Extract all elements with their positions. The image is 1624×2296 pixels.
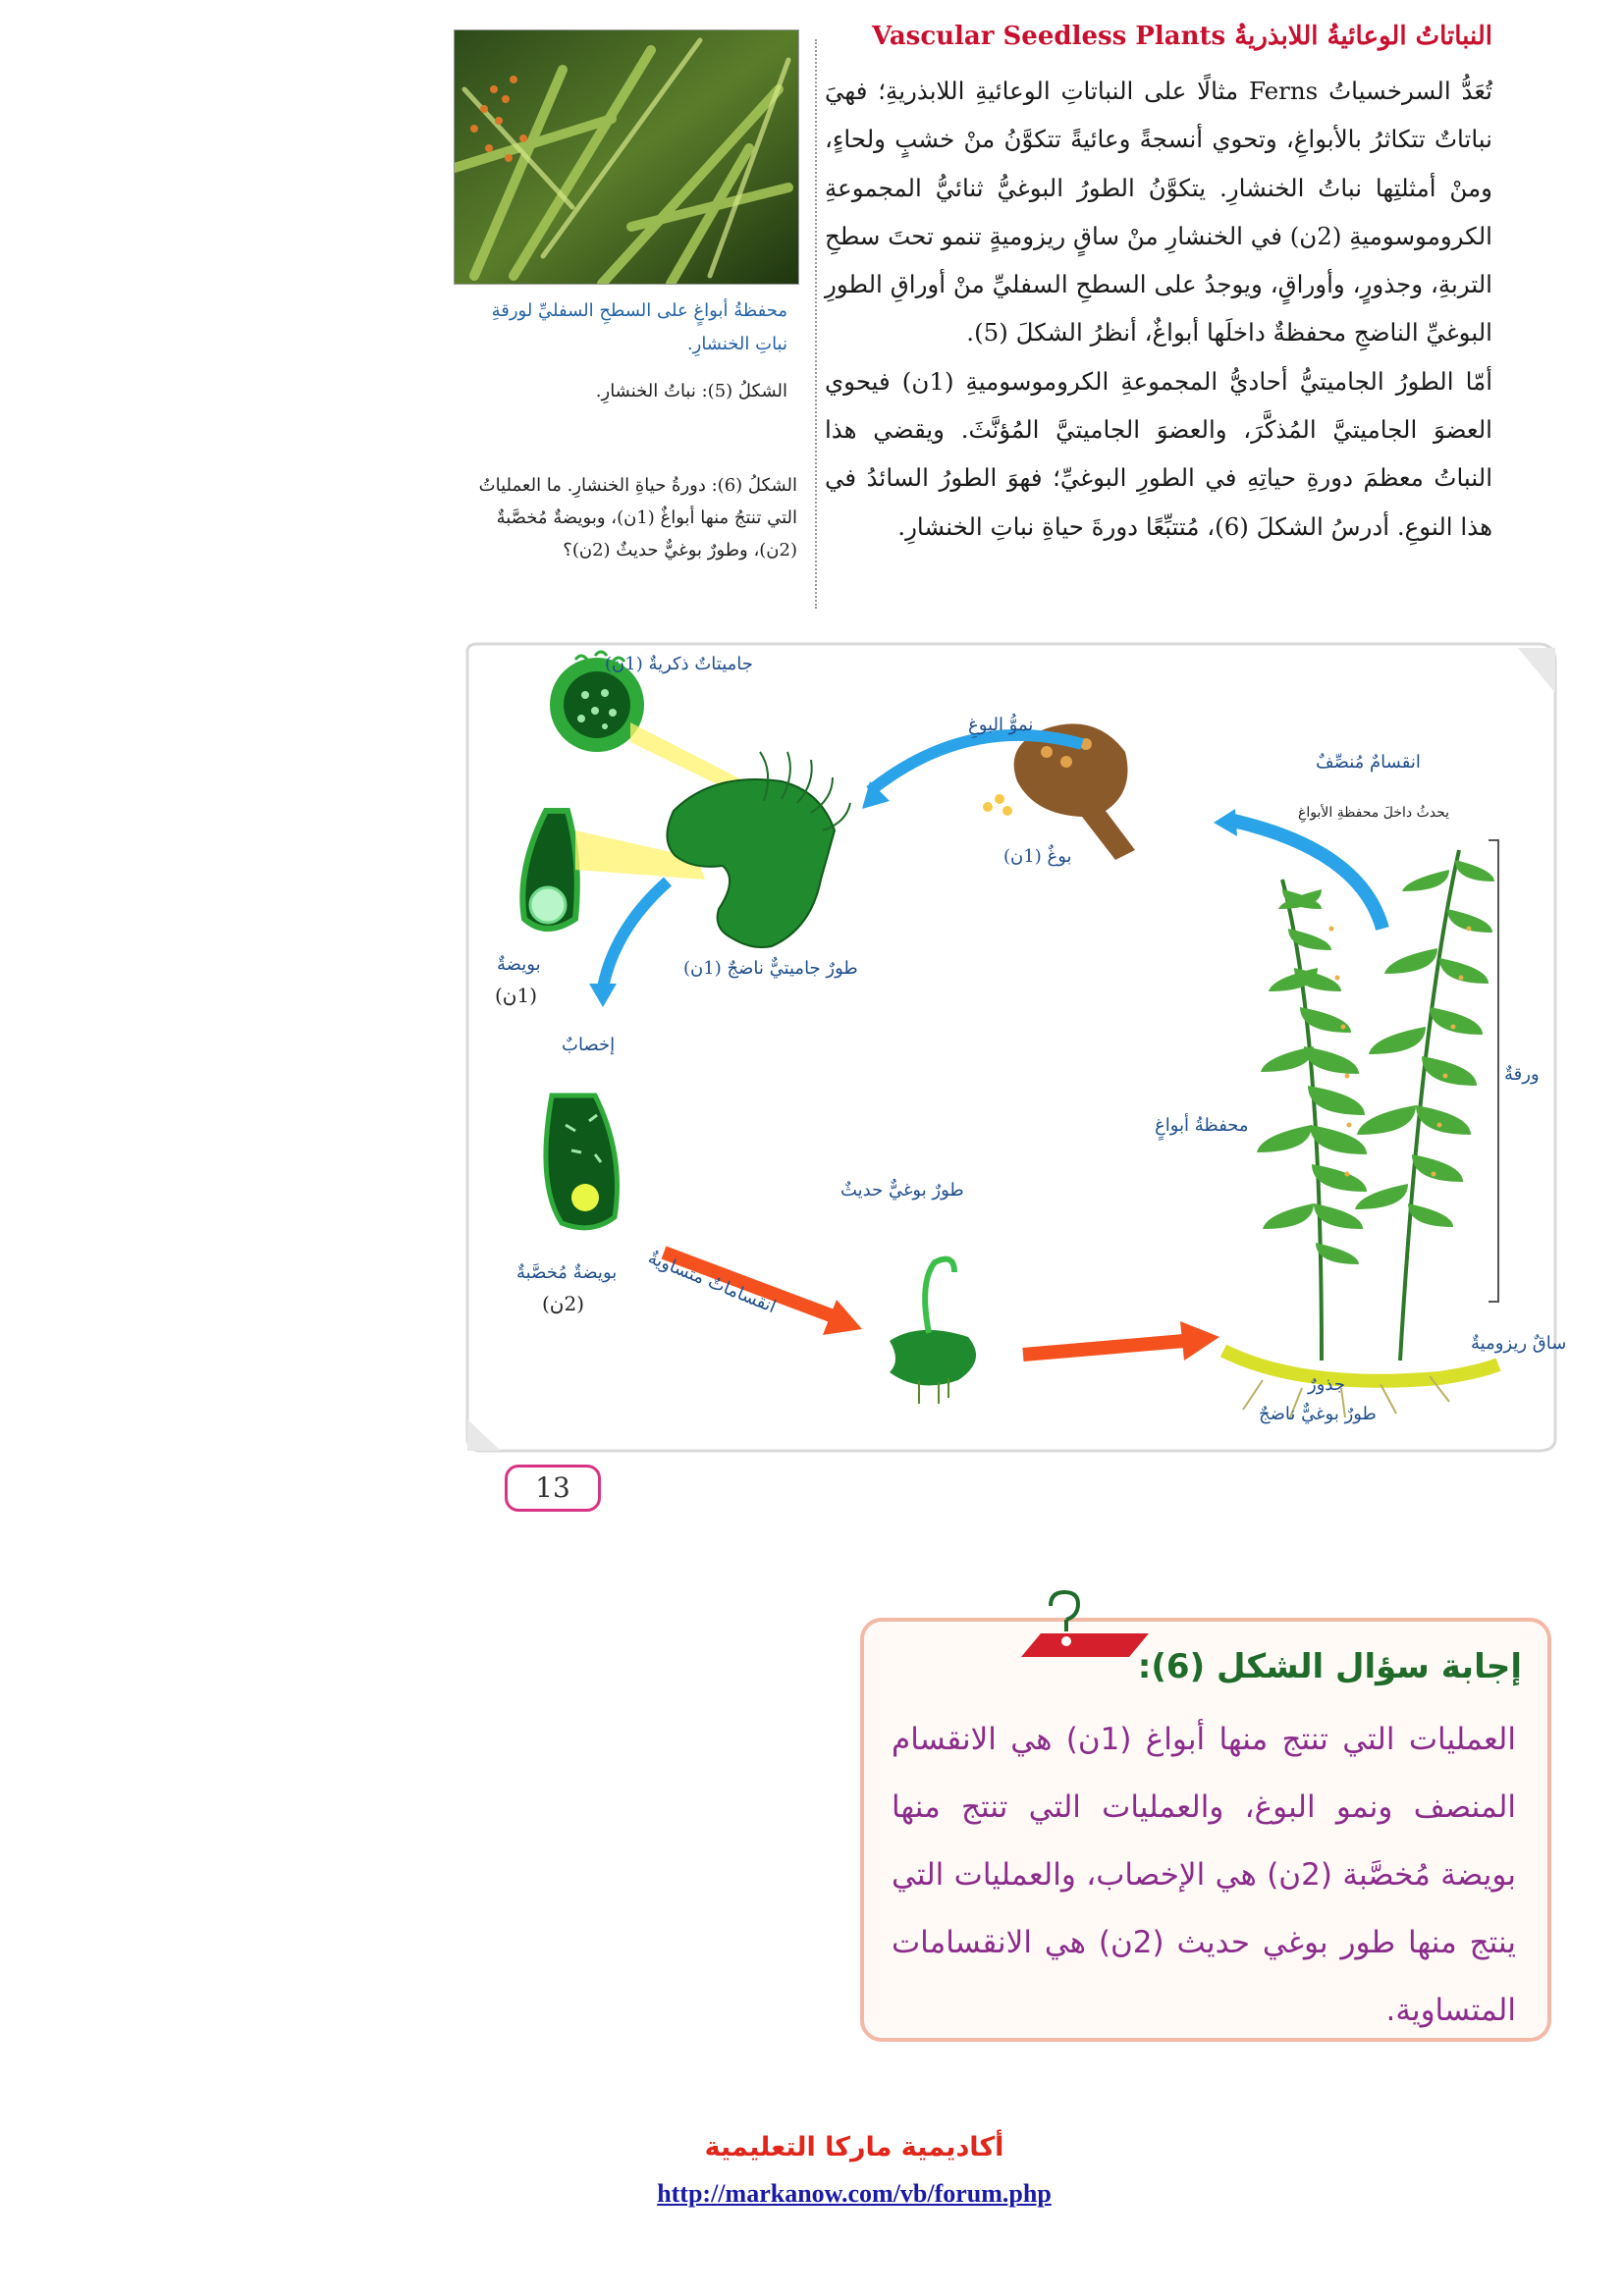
label-male-gametes: جاميتاتٌ ذكريةٌ (1ن) (605, 654, 753, 674)
label-mature-gametophyte: طورٌ جاميتيٌّ ناضجٌ (1ن) (683, 958, 858, 979)
fern-life-cycle-diagram (458, 634, 1567, 1457)
fern-photo (454, 29, 799, 285)
label-new-sporophyte: طورٌ بوغيٌّ حديثٌ (840, 1180, 964, 1201)
label-fertilized-egg-ploidy: (2ن) (542, 1292, 585, 1315)
label-egg: بويضةٌ (497, 954, 541, 975)
footer-forum-link[interactable]: http://markanow.com/vb/forum.php (657, 2179, 1052, 2208)
label-mature-sporophyte: طورٌ بوغيٌّ ناضجٌ (1259, 1404, 1377, 1424)
label-spore: بوغٌ (1ن) (1003, 846, 1072, 867)
label-fertilized-egg: بويضةٌ مُخصَّبةٌ (516, 1262, 618, 1283)
label-meiosis: انقسامٌ مُنصِّفٌ (1316, 752, 1421, 773)
figure6-caption: الشكلُ (6): دورةُ حياةِ الخنشارِ. ما العملياتُ التي تنتجُ منها أبواغٌ (1ن)، وبويضةٌ مُخصَّبةٌ (2ن)، وطورٌ بوغيٌّ حديثٌ (2ن)؟ (478, 475, 797, 561)
section-title: النباتاتُ الوعائيةُ اللابذريةُ Vascular Seedless Plants (872, 22, 1492, 51)
page-number: 13 (505, 1465, 601, 1512)
label-fertilization: إخصابٌ (562, 1035, 616, 1055)
figure5-caption: الشكلُ (5): نباتُ الخنشارِ. (595, 381, 787, 401)
answer-box (860, 1618, 1551, 2042)
label-sporangium: محفظةُ أبواغٍ (1155, 1115, 1249, 1136)
body-text (825, 67, 1492, 551)
label-leaf: ورقةٌ (1504, 1064, 1540, 1085)
label-mitosis: انقساماتٌ متساويةٌ (645, 1247, 780, 1318)
label-egg-ploidy: (1ن) (495, 984, 538, 1007)
label-spore-growth: نموُّ البوغِ (968, 715, 1034, 735)
column-divider (815, 39, 817, 609)
label-rhizome: ساقٌ ريزوميةٌ (1471, 1333, 1567, 1354)
footer-academy-name: أكاديمية ماركا التعليمية (704, 2132, 1004, 2163)
paragraph-ferns: تُعَدُّ السرخسياتُ Ferns مثالًا على النباتاتِ الوعائيةِ اللابذريةِ؛ فهيَ نباتاتٌ تتكاثرُ بالأبواغِ، وتحوي أنسجةً وعائيةً تتكوَّنُ منْ خشبٍ ولحاءٍ، ومنْ أمثلتِها نباتُ الخنشارِ. يتكوَّنُ الطورُ البوغيُّ ثنائيُّ المجموعةِ الكروموسوميةِ (2ن) في الخنشارِ منْ ساقٍ ريزوميةٍ تنمو تحتَ سطحِ التربةِ، وجذورٍ، وأوراقٍ، ويوجدُ على السطحِ السفليِّ منْ أوراقِ الطورِ البوغيِّ الناضجِ محفظةٌ داخلَها أبواغٌ، أنظرُ الشكلَ (5). (825, 77, 1492, 347)
answer-title: إجابة سؤال الشكل (6): (1137, 1647, 1522, 1686)
answer-text: العمليات التي تنتج منها أبواغ (1ن) هي الانقسام المنصف ونمو البوغ، والعمليات التي تنتج منها بويضة مُخصَّبة (2ن) هي الإخصاب، والعمليات التي ينتج منها طور بوغي حديث (2ن) هي الانقسامات المتساوية. (892, 1722, 1516, 2028)
label-meiosis-note: يحدثُ داخلَ محفظةِ الأبواغِ (1298, 805, 1450, 821)
label-roots: جذورٌ (1308, 1374, 1345, 1395)
photo-caption: محفظةُ أبواغٍ على السطحِ السفليِّ لورقةِ نباتِ الخنشارِ. (491, 300, 787, 354)
paragraph-gametophyte: أمّا الطورُ الجاميتيُّ أحاديُّ المجموعةِ الكروموسوميةِ (1ن) فيحوي العضوَ الجاميتيَّ المُذكَّرَ، والعضوَ الجاميتيَّ المُؤنَّثَ. ويقضي هذا النباتُ معظمَ دورةِ حياتِهِ في الطورِ البوغيِّ؛ فهوَ الطورُ السائدُ في هذا النوعِ. أدرسُ الشكلَ (6)، مُتتبِّعًا دورةَ حياةِ نباتِ الخنشارِ. (825, 366, 1492, 541)
